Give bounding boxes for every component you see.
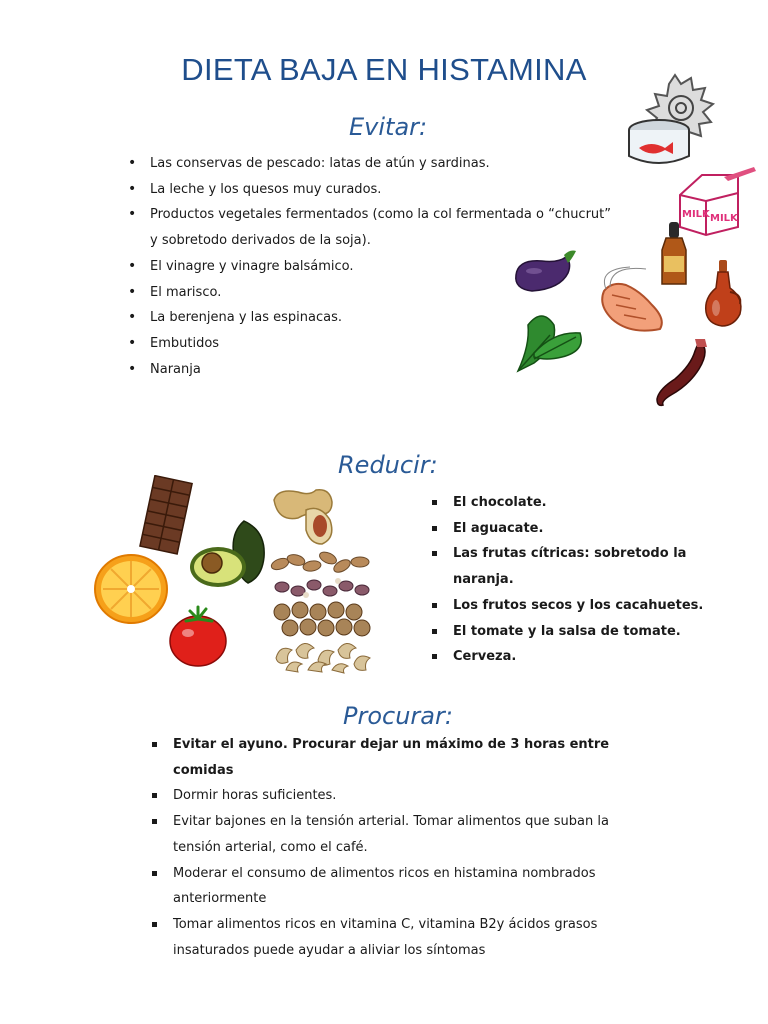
- hazelnuts-icon: [272, 600, 372, 638]
- list-item: • El vinagre y vinagre balsámico.: [125, 254, 615, 280]
- beans-icon: [272, 575, 372, 601]
- list-item: • Naranja: [125, 357, 615, 383]
- list-item: Cerveza.: [428, 644, 748, 670]
- vinegar-cruet-icon: [700, 258, 746, 328]
- eggplant-icon: [512, 245, 578, 295]
- almonds-icon: [270, 548, 374, 576]
- heading-procurar: Procurar:: [343, 702, 453, 730]
- list-item: • Las conservas de pescado: latas de atún y sardinas.: [125, 151, 615, 177]
- list-item: Evitar el ayuno. Procurar dejar un máximo de 3 horas entre comidas: [148, 732, 658, 783]
- list-item: • La berenjena y las espinacas.: [125, 305, 615, 331]
- page-title: DIETA BAJA EN HISTAMINA: [181, 52, 587, 87]
- avocado-icon: [188, 517, 270, 591]
- list-item: Tomar alimentos ricos en vitamina C, vitamina B2y ácidos grasos insaturados puede ayudar a aliviar los síntomas: [148, 912, 658, 963]
- list-item: Dormir horas suficientes.: [148, 783, 658, 809]
- milk-label-side: MILK: [710, 213, 738, 224]
- list-item: • La leche y los quesos muy curados.: [125, 177, 615, 203]
- peanuts-icon: [270, 486, 342, 546]
- sausage-icon: [655, 335, 715, 409]
- list-item: El aguacate.: [428, 516, 748, 542]
- list-item: • Embutidos: [125, 331, 615, 357]
- list-item: Las frutas cítricas: sobretodo la naranja.: [428, 541, 748, 592]
- list-item: El chocolate.: [428, 490, 748, 516]
- list-item: Moderar el consumo de alimentos ricos en histamina nombrados anteriormente: [148, 861, 658, 912]
- list-reducir: [428, 490, 748, 670]
- heading-evitar: Evitar:: [349, 113, 428, 141]
- list-item: El tomate y la salsa de tomate.: [428, 619, 748, 645]
- list-item: • Productos vegetales fermentados (como la col fermentada o “chucrut” y sobretodo derivados de la soja).: [125, 202, 615, 253]
- orange-icon: [93, 553, 169, 625]
- list-item: Evitar bajones en la tensión arterial. Tomar alimentos que suban la tensión arterial, como el café.: [148, 809, 658, 860]
- tomato-icon: [168, 603, 230, 667]
- shrimp-icon: [590, 263, 672, 339]
- list-procurar: [148, 732, 658, 963]
- list-item: • El marisco.: [125, 280, 615, 306]
- spinach-icon: [510, 305, 590, 377]
- cashews-icon: [270, 636, 374, 674]
- heading-reducir: Reducir:: [338, 451, 438, 479]
- canned-fish-icon: [625, 70, 725, 170]
- milk-label: MILK: [682, 209, 710, 220]
- list-item: Los frutos secos y los cacahuetes.: [428, 593, 748, 619]
